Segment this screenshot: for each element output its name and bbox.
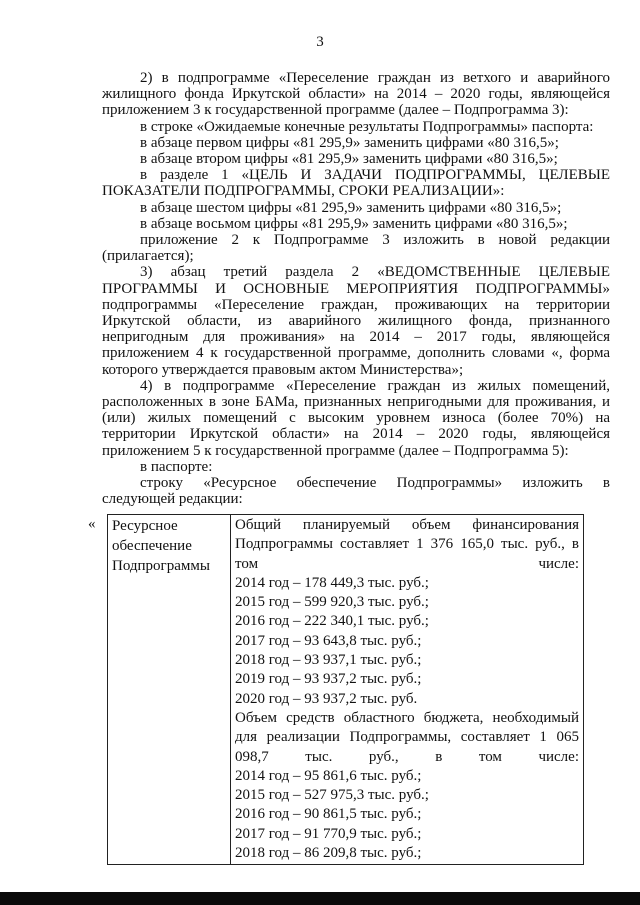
paragraph: 4) в подпрограмме «Переселение граждан из жилых помещений, расположенных в зоне БАМа, признанных непригодными для проживания, и (или) жилых помещений с высоким уровнем износа (более 70%) на территории Иркутской области» на 2014 – 2020 годы, являющейся приложением 5 к государственной программе (далее – Подпрограмма 5):: [102, 377, 610, 459]
resource-table: [107, 514, 584, 865]
table-cell-label: Ресурсное обеспечение Подпрограммы: [108, 515, 231, 865]
word: Подпрограммы»: [396, 475, 503, 492]
list-item: 2020 год – 93 937,2 тыс. руб.: [235, 690, 418, 707]
word: «Ресурсное: [203, 475, 277, 492]
list-item: 2018 год – 93 937,1 тыс. руб.;: [235, 652, 422, 669]
list-item: 2014 год – 178 449,3 тыс. руб.;: [235, 574, 429, 591]
page-number: 3: [316, 34, 324, 50]
list-item: 2015 год – 599 920,3 тыс. руб.;: [235, 594, 429, 611]
paragraph: в абзаце первом цифры «81 295,9» заменить цифрами «80 316,5»;: [140, 134, 559, 151]
list-item: 2019 год – 93 937,2 тыс. руб.;: [235, 671, 422, 688]
paragraph: в разделе 1 «ЦЕЛЬ И ЗАДАЧИ ПОДПРОГРАММЫ, ЦЕЛЕВЫЕ ПОКАЗАТЕЛИ ПОДПРОГРАММЫ, СРОКИ РЕАЛИЗАЦИИ»:: [102, 167, 610, 200]
paragraph: в абзаце втором цифры «81 295,9» заменить цифрами «80 316,5»;: [140, 151, 558, 168]
word: в: [602, 475, 610, 492]
list-item: 2017 год – 93 643,8 тыс. руб.;: [235, 632, 422, 649]
scan-edge-bar: [0, 892, 640, 905]
list-item: 2016 год – 222 340,1 тыс. руб.;: [235, 613, 429, 630]
list-item: 2015 год – 527 975,3 тыс. руб.;: [235, 787, 429, 804]
paragraph: следующей редакции:: [102, 491, 243, 508]
word: обеспечение: [296, 475, 377, 492]
list-item: 2014 год – 95 861,6 тыс. руб.;: [235, 767, 422, 784]
word: изложить: [522, 475, 583, 492]
paragraph: 2) в подпрограмме «Переселение граждан из ветхого и аварийного жилищного фонда Иркутской области» на 2014 – 2020 годы, являющейся приложением 3 к государственной программе (далее – Подпрограмма 3):: [102, 70, 610, 119]
paragraph: в абзаце шестом цифры «81 295,9» заменить цифрами «80 316,5»;: [140, 199, 562, 216]
document-body: [102, 70, 610, 507]
list-item: 2016 год – 90 861,5 тыс. руб.;: [235, 806, 422, 823]
table-row: [108, 515, 584, 865]
list-item: 2017 год – 91 770,9 тыс. руб.;: [235, 825, 422, 842]
paragraph: 3) абзац третий раздела 2 «ВЕДОМСТВЕННЫЕ ЦЕЛЕВЫЕ ПРОГРАММЫ И ОСНОВНЫЕ МЕРОПРИЯТИЯ ПОДПРОГРАММЫ» подпрограммы «Переселение граждан, проживающих на территории Иркутской области, из аварийного жилищного фонда, признанного непригодным для проживания» на 2014 – 2017 годы, являющейся приложением 4 к государственной программе, дополнить словами «, форма которого утверждается правовым актом Министерства»;: [102, 264, 610, 378]
paragraph: приложение 2 к Подпрограмме 3 изложить в новой редакции (прилагается);: [102, 232, 610, 265]
list-item: 2018 год – 86 209,8 тыс. руб.;: [235, 845, 422, 862]
total-intro: Общий планируемый объем финансирования Подпрограммы составляет 1 376 165,0 тыс. руб., в том числе:: [235, 517, 579, 572]
paragraph: в абзаце восьмом цифры «81 295,9» заменить цифрами «80 316,5»;: [140, 215, 568, 232]
regional-intro: Объем средств областного бюджета, необходимый для реализации Подпрограммы, составляет 1 065 098,7 тыс. руб., в том числе:: [235, 709, 579, 765]
paragraph: в паспорте:: [140, 458, 213, 475]
table-cell-content: [231, 515, 584, 865]
paragraph-justified-line: [102, 475, 610, 491]
paragraph: в строке «Ожидаемые конечные результаты Подпрограммы» паспорта:: [140, 118, 594, 135]
opening-quote-mark: «: [88, 516, 96, 532]
word: строку: [140, 475, 183, 492]
